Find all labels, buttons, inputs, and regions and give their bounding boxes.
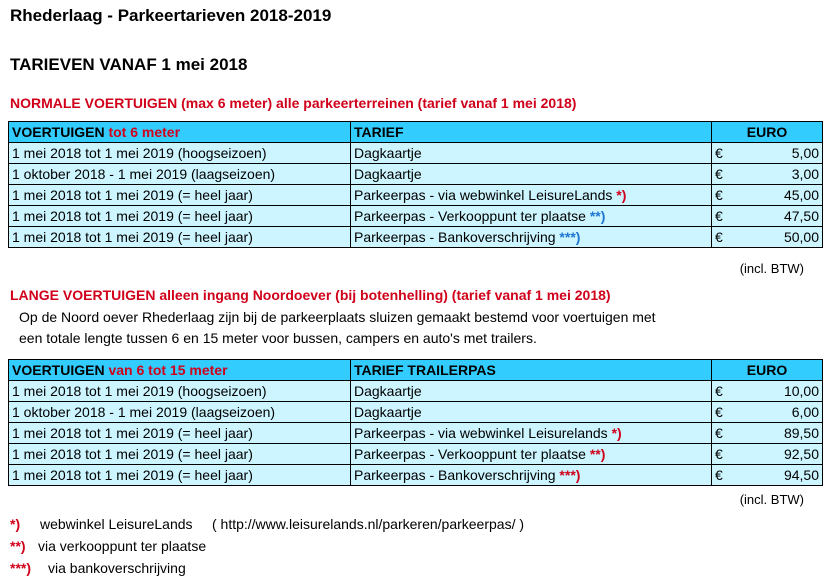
long-tariff-table [8,359,823,486]
row-amount: 94,50 [748,465,823,486]
footnote-text: webwinkel LeisureLands ( http://www.leisurelands.nl/parkeren/parkeerpas/ ) [40,516,525,532]
page-title: Rhederlaag - Parkeertarieven 2018-2019 [10,6,332,25]
normal-tariff-table [8,121,823,248]
row-period: 1 mei 2018 tot 1 mei 2019 (hoogseizoen) [9,381,351,402]
row-tariff [351,185,712,206]
table-row [9,164,823,185]
row-period: 1 oktober 2018 - 1 mei 2019 (laagseizoen) [9,164,351,185]
row-period: 1 mei 2018 tot 1 mei 2019 (= heel jaar) [9,465,351,486]
row-currency: € [712,206,748,227]
normal-incl-btw: (incl. BTW) [739,261,804,276]
row-currency: € [712,465,748,486]
row-tariff [351,423,712,444]
row-currency: € [712,227,748,248]
row-tariff [351,143,712,164]
row-currency: € [712,164,748,185]
row-footnote-marker: *) [611,425,622,441]
row-amount: 89,50 [748,423,823,444]
header-vehicles-length: tot 6 meter [108,124,181,140]
row-tariff-label: Parkeerpas - via webwinkel Leisurelands [354,425,612,441]
row-tariff [351,227,712,248]
row-tariff-label: Dagkaartje [354,404,422,420]
footnote-text: via bankoverschrijving [48,560,186,576]
table-header-row [9,360,823,381]
row-period: 1 mei 2018 tot 1 mei 2019 (= heel jaar) [9,444,351,465]
normal-section-heading: NORMALE VOERTUIGEN (max 6 meter) alle parkeerterreinen (tarief vanaf 1 mei 2018) [10,95,577,111]
table-header-row [9,122,823,143]
row-tariff-label: Parkeerpas - Bankoverschrijving [354,229,560,245]
row-tariff [351,402,712,423]
header-vehicles-label: VOERTUIGEN [12,124,109,140]
row-amount: 92,50 [748,444,823,465]
header-tariff: TARIEF TRAILERPAS [351,360,712,381]
long-incl-btw: (incl. BTW) [739,492,804,507]
row-period: 1 mei 2018 tot 1 mei 2019 (= heel jaar) [9,206,351,227]
long-section-heading: LANGE VOERTUIGEN alleen ingang Noordoever (bij botenhelling) (tarief vanaf 1 mei 2018) [10,287,611,303]
row-tariff-label: Parkeerpas - Verkooppunt ter plaatse [354,208,590,224]
header-euro: EURO [712,360,823,381]
row-footnote-marker: *) [616,187,627,203]
row-amount: 10,00 [748,381,823,402]
row-tariff-label: Dagkaartje [354,383,422,399]
table-row [9,402,823,423]
row-amount: 47,50 [748,206,823,227]
row-currency: € [712,402,748,423]
row-tariff [351,164,712,185]
header-vehicles [9,360,351,381]
row-footnote-marker: ***) [559,467,581,483]
row-currency: € [712,143,748,164]
table-row [9,227,823,248]
row-currency: € [712,423,748,444]
header-vehicles [9,122,351,143]
row-period: 1 mei 2018 tot 1 mei 2019 (= heel jaar) [9,227,351,248]
row-footnote-marker: **) [589,446,606,462]
footnote-marker: ***) [10,560,32,576]
row-amount: 5,00 [748,143,823,164]
table-row [9,143,823,164]
row-tariff-label: Dagkaartje [354,166,422,182]
row-currency: € [712,444,748,465]
footnote-2 [10,538,206,554]
header-vehicles-length: van 6 tot 15 meter [108,362,228,378]
header-tariff: TARIEF [351,122,712,143]
row-period: 1 mei 2018 tot 1 mei 2019 (= heel jaar) [9,185,351,206]
table-row [9,444,823,465]
row-tariff-label: Parkeerpas - Verkooppunt ter plaatse [354,446,590,462]
row-tariff [351,206,712,227]
row-amount: 45,00 [748,185,823,206]
footnote-3 [10,560,186,576]
long-description-line-2: een totale lengte tussen 6 en 15 meter voor bussen, campers en auto's met trailers. [19,330,537,346]
table-row [9,206,823,227]
row-amount: 50,00 [748,227,823,248]
footnote-1 [10,516,524,532]
table-row [9,423,823,444]
footnote-text: via verkooppunt ter plaatse [38,538,207,554]
row-footnote-marker: ***) [559,229,581,245]
footnote-marker: *) [10,516,21,532]
row-period: 1 mei 2018 tot 1 mei 2019 (= heel jaar) [9,423,351,444]
row-footnote-marker: **) [589,208,606,224]
table-row [9,185,823,206]
row-tariff-label: Parkeerpas - Bankoverschrijving [354,467,560,483]
row-tariff-label: Parkeerpas - via webwinkel LeisureLands [354,187,617,203]
row-tariff [351,381,712,402]
row-amount: 6,00 [748,402,823,423]
table-row [9,465,823,486]
header-vehicles-label: VOERTUIGEN [12,362,109,378]
row-period: 1 oktober 2018 - 1 mei 2019 (laagseizoen) [9,402,351,423]
page-subtitle: TARIEVEN VANAF 1 mei 2018 [10,55,248,74]
footnote-marker: **) [10,538,26,554]
row-currency: € [712,185,748,206]
header-euro: EURO [712,122,823,143]
row-tariff [351,465,712,486]
long-description-line-1: Op de Noord oever Rhederlaag zijn bij de parkeerplaats sluizen gemaakt bestemd voor voertuigen met [19,309,656,325]
row-amount: 3,00 [748,164,823,185]
row-currency: € [712,381,748,402]
row-tariff-label: Dagkaartje [354,145,422,161]
row-period: 1 mei 2018 tot 1 mei 2019 (hoogseizoen) [9,143,351,164]
row-tariff [351,444,712,465]
table-row [9,381,823,402]
